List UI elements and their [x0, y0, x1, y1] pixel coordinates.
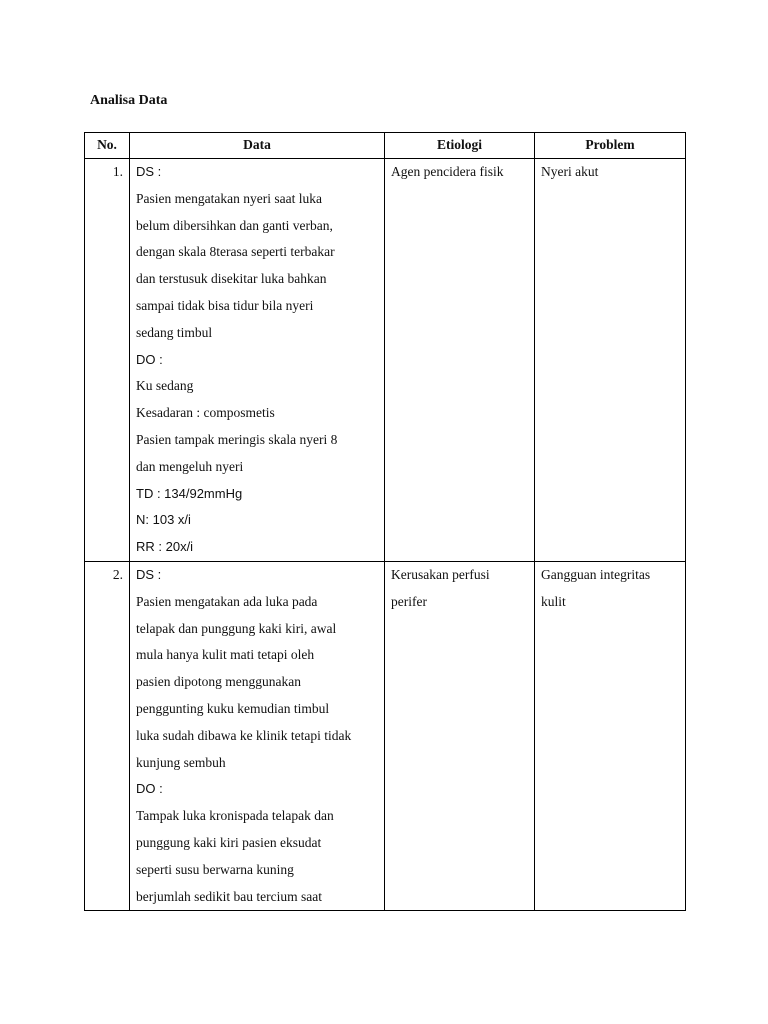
row-number: 2.	[85, 561, 130, 910]
etiologi-cell	[385, 159, 535, 562]
data-line: telapak dan punggung kaki kiri, awal	[136, 620, 337, 636]
data-line: Kesadaran : composmetis	[136, 405, 275, 421]
data-line: kunjung sembuh	[136, 754, 226, 770]
data-cell	[130, 159, 385, 562]
data-line: punggung kaki kiri pasien eksudat	[136, 834, 322, 850]
data-line: pasien dipotong menggunakan	[136, 674, 301, 690]
problem-line: kulit	[541, 593, 566, 609]
etiologi-line: perifer	[391, 593, 427, 609]
data-line: dan mengeluh nyeri	[136, 458, 244, 474]
data-line: luka sudah dibawa ke klinik tetapi tidak	[136, 727, 352, 743]
header-problem: Problem	[535, 133, 686, 159]
table-row	[85, 159, 686, 562]
data-line: mula hanya kulit mati tetapi oleh	[136, 647, 315, 663]
data-line: Tampak luka kronispada telapak dan	[136, 808, 334, 824]
data-line: belum dibersihkan dan ganti verban,	[136, 217, 333, 233]
etiologi-line: Agen pencidera fisik	[391, 164, 504, 179]
data-line: DO :	[136, 781, 163, 797]
table-row	[85, 561, 686, 910]
problem-cell	[535, 561, 686, 910]
data-line: Pasien mengatakan nyeri saat luka	[136, 190, 322, 206]
data-line: Pasien mengatakan ada luka pada	[136, 593, 318, 609]
etiologi-line: Kerusakan perfusi	[391, 566, 490, 582]
table-header-row	[85, 133, 686, 159]
header-etiologi: Etiologi	[385, 133, 535, 159]
data-line: DO :	[136, 351, 163, 367]
data-line: DS :	[136, 566, 162, 582]
data-line: sedang timbul	[136, 324, 213, 340]
data-line: N: 103 x/i	[136, 512, 191, 528]
data-line: Pasien tampak meringis skala nyeri 8	[136, 431, 338, 447]
problem-line: Nyeri akut	[541, 164, 599, 179]
data-line: dengan skala 8terasa seperti terbakar	[136, 244, 335, 260]
data-line: seperti susu berwarna kuning	[136, 861, 294, 877]
data-line: DS :	[136, 164, 162, 179]
data-cell	[130, 561, 385, 910]
header-data: Data	[130, 133, 385, 159]
page-title: Analisa Data	[90, 93, 168, 108]
row-number: 1.	[85, 159, 130, 562]
etiologi-cell	[385, 561, 535, 910]
analysis-table	[84, 132, 686, 911]
problem-line: Gangguan integritas	[541, 566, 651, 582]
header-no: No.	[85, 133, 130, 159]
data-line: penggunting kuku kemudian timbul	[136, 700, 330, 716]
data-line: RR : 20x/i	[136, 539, 194, 555]
data-line: sampai tidak bisa tidur bila nyeri	[136, 297, 314, 313]
data-line: Ku sedang	[136, 378, 194, 394]
data-line: TD : 134/92mmHg	[136, 485, 243, 501]
problem-cell	[535, 159, 686, 562]
data-line: berjumlah sedikit bau tercium saat	[136, 888, 322, 904]
data-line: dan terstusuk disekitar luka bahkan	[136, 271, 327, 287]
